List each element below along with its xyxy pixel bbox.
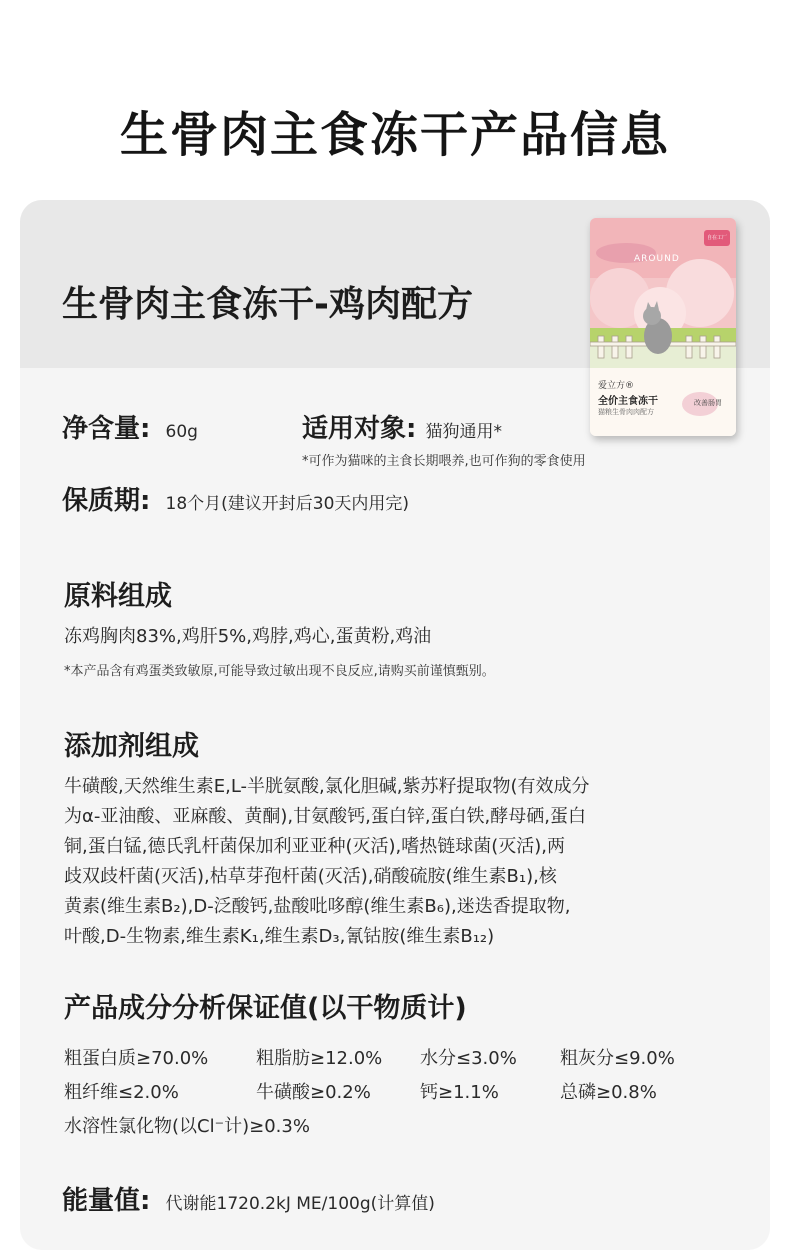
bag-subtitle: 猫粮生骨肉肉配方 [598, 408, 654, 416]
bag-logo: AROUND [634, 254, 680, 264]
bag-brand: 爱立方® [598, 381, 635, 391]
target-row [302, 408, 502, 445]
analysis-item: 粗灰分≤9.0% [560, 1048, 675, 1069]
additives-text [64, 772, 734, 952]
analysis-item: 水溶性氯化物(以Cl⁻计)≥0.3% [64, 1116, 310, 1137]
analysis-item: 水分≤3.0% [420, 1048, 517, 1069]
product-bag-image [590, 218, 736, 436]
product-info-card [20, 200, 770, 1250]
analysis-item: 粗脂肪≥12.0% [256, 1048, 383, 1069]
bag-badge: 改善肠胃 [694, 399, 722, 407]
net-content-row [62, 408, 198, 445]
additives-line: 铜,蛋白锰,德氏乳杆菌保加利亚亚种(灭活),嗜热链球菌(灭活),两 [64, 836, 565, 857]
ingredients-title: 原料组成 [64, 581, 172, 612]
energy-row [62, 1180, 435, 1217]
energy-value: 代谢能1720.2kJ ME/100g(计算值) [165, 1194, 435, 1214]
additives-line: 牛磺酸,天然维生素E,L-半胱氨酸,氯化胆碱,紫苏籽提取物(有效成分 [64, 776, 590, 797]
additives-line: 歧双歧杆菌(灭活),枯草芽孢杆菌(灭活),硝酸硫胺(维生素B₁),核 [64, 866, 557, 887]
shelf-life-row [62, 480, 409, 517]
additives-title: 添加剂组成 [64, 731, 199, 762]
ingredients-note: *本产品含有鸡蛋类致敏原,可能导致过敏出现不良反应,请购买前谨慎甄别。 [64, 664, 495, 679]
analysis-item: 牛磺酸≥0.2% [256, 1082, 371, 1103]
additives-line: 黄素(维生素B₂),D-泛酸钙,盐酸吡哆醇(维生素B₆),迷迭香提取物, [64, 896, 571, 917]
additives-line: 为α-亚油酸、亚麻酸、黄酮),甘氨酸钙,蛋白锌,蛋白铁,酵母硒,蛋白 [64, 806, 586, 827]
shelf-life-label: 保质期: [62, 486, 151, 516]
product-name: 生骨肉主食冻干-鸡肉配方 [62, 284, 473, 325]
target-value: 猫狗通用* [425, 422, 502, 442]
target-note: *可作为猫咪的主食长期喂养,也可作狗的零食使用 [302, 454, 586, 469]
ingredients-text: 冻鸡胸肉83%,鸡肝5%,鸡脖,鸡心,蛋黄粉,鸡油 [64, 626, 432, 647]
shelf-life-value: 18个月(建议开封后30天内用完) [165, 494, 410, 514]
target-label: 适用对象: [302, 414, 417, 444]
analysis-item: 粗纤维≤2.0% [64, 1082, 179, 1103]
bag-name: 全价主食冻干 [598, 396, 658, 407]
energy-label: 能量值: [62, 1186, 151, 1216]
additives-line: 叶酸,D-生物素,维生素K₁,维生素D₃,氰钴胺(维生素B₁₂) [64, 926, 495, 947]
bag-tag: 自在工厂 [704, 230, 730, 246]
net-content-value: 60g [165, 422, 198, 442]
analysis-item: 粗蛋白质≥70.0% [64, 1048, 209, 1069]
analysis-item: 总磷≥0.8% [560, 1082, 657, 1103]
analysis-title: 产品成分分析保证值(以干物质计) [64, 993, 467, 1024]
page-title: 生骨肉主食冻干产品信息 [119, 107, 670, 163]
analysis-item: 钙≥1.1% [420, 1082, 499, 1103]
net-content-label: 净含量: [62, 414, 151, 444]
